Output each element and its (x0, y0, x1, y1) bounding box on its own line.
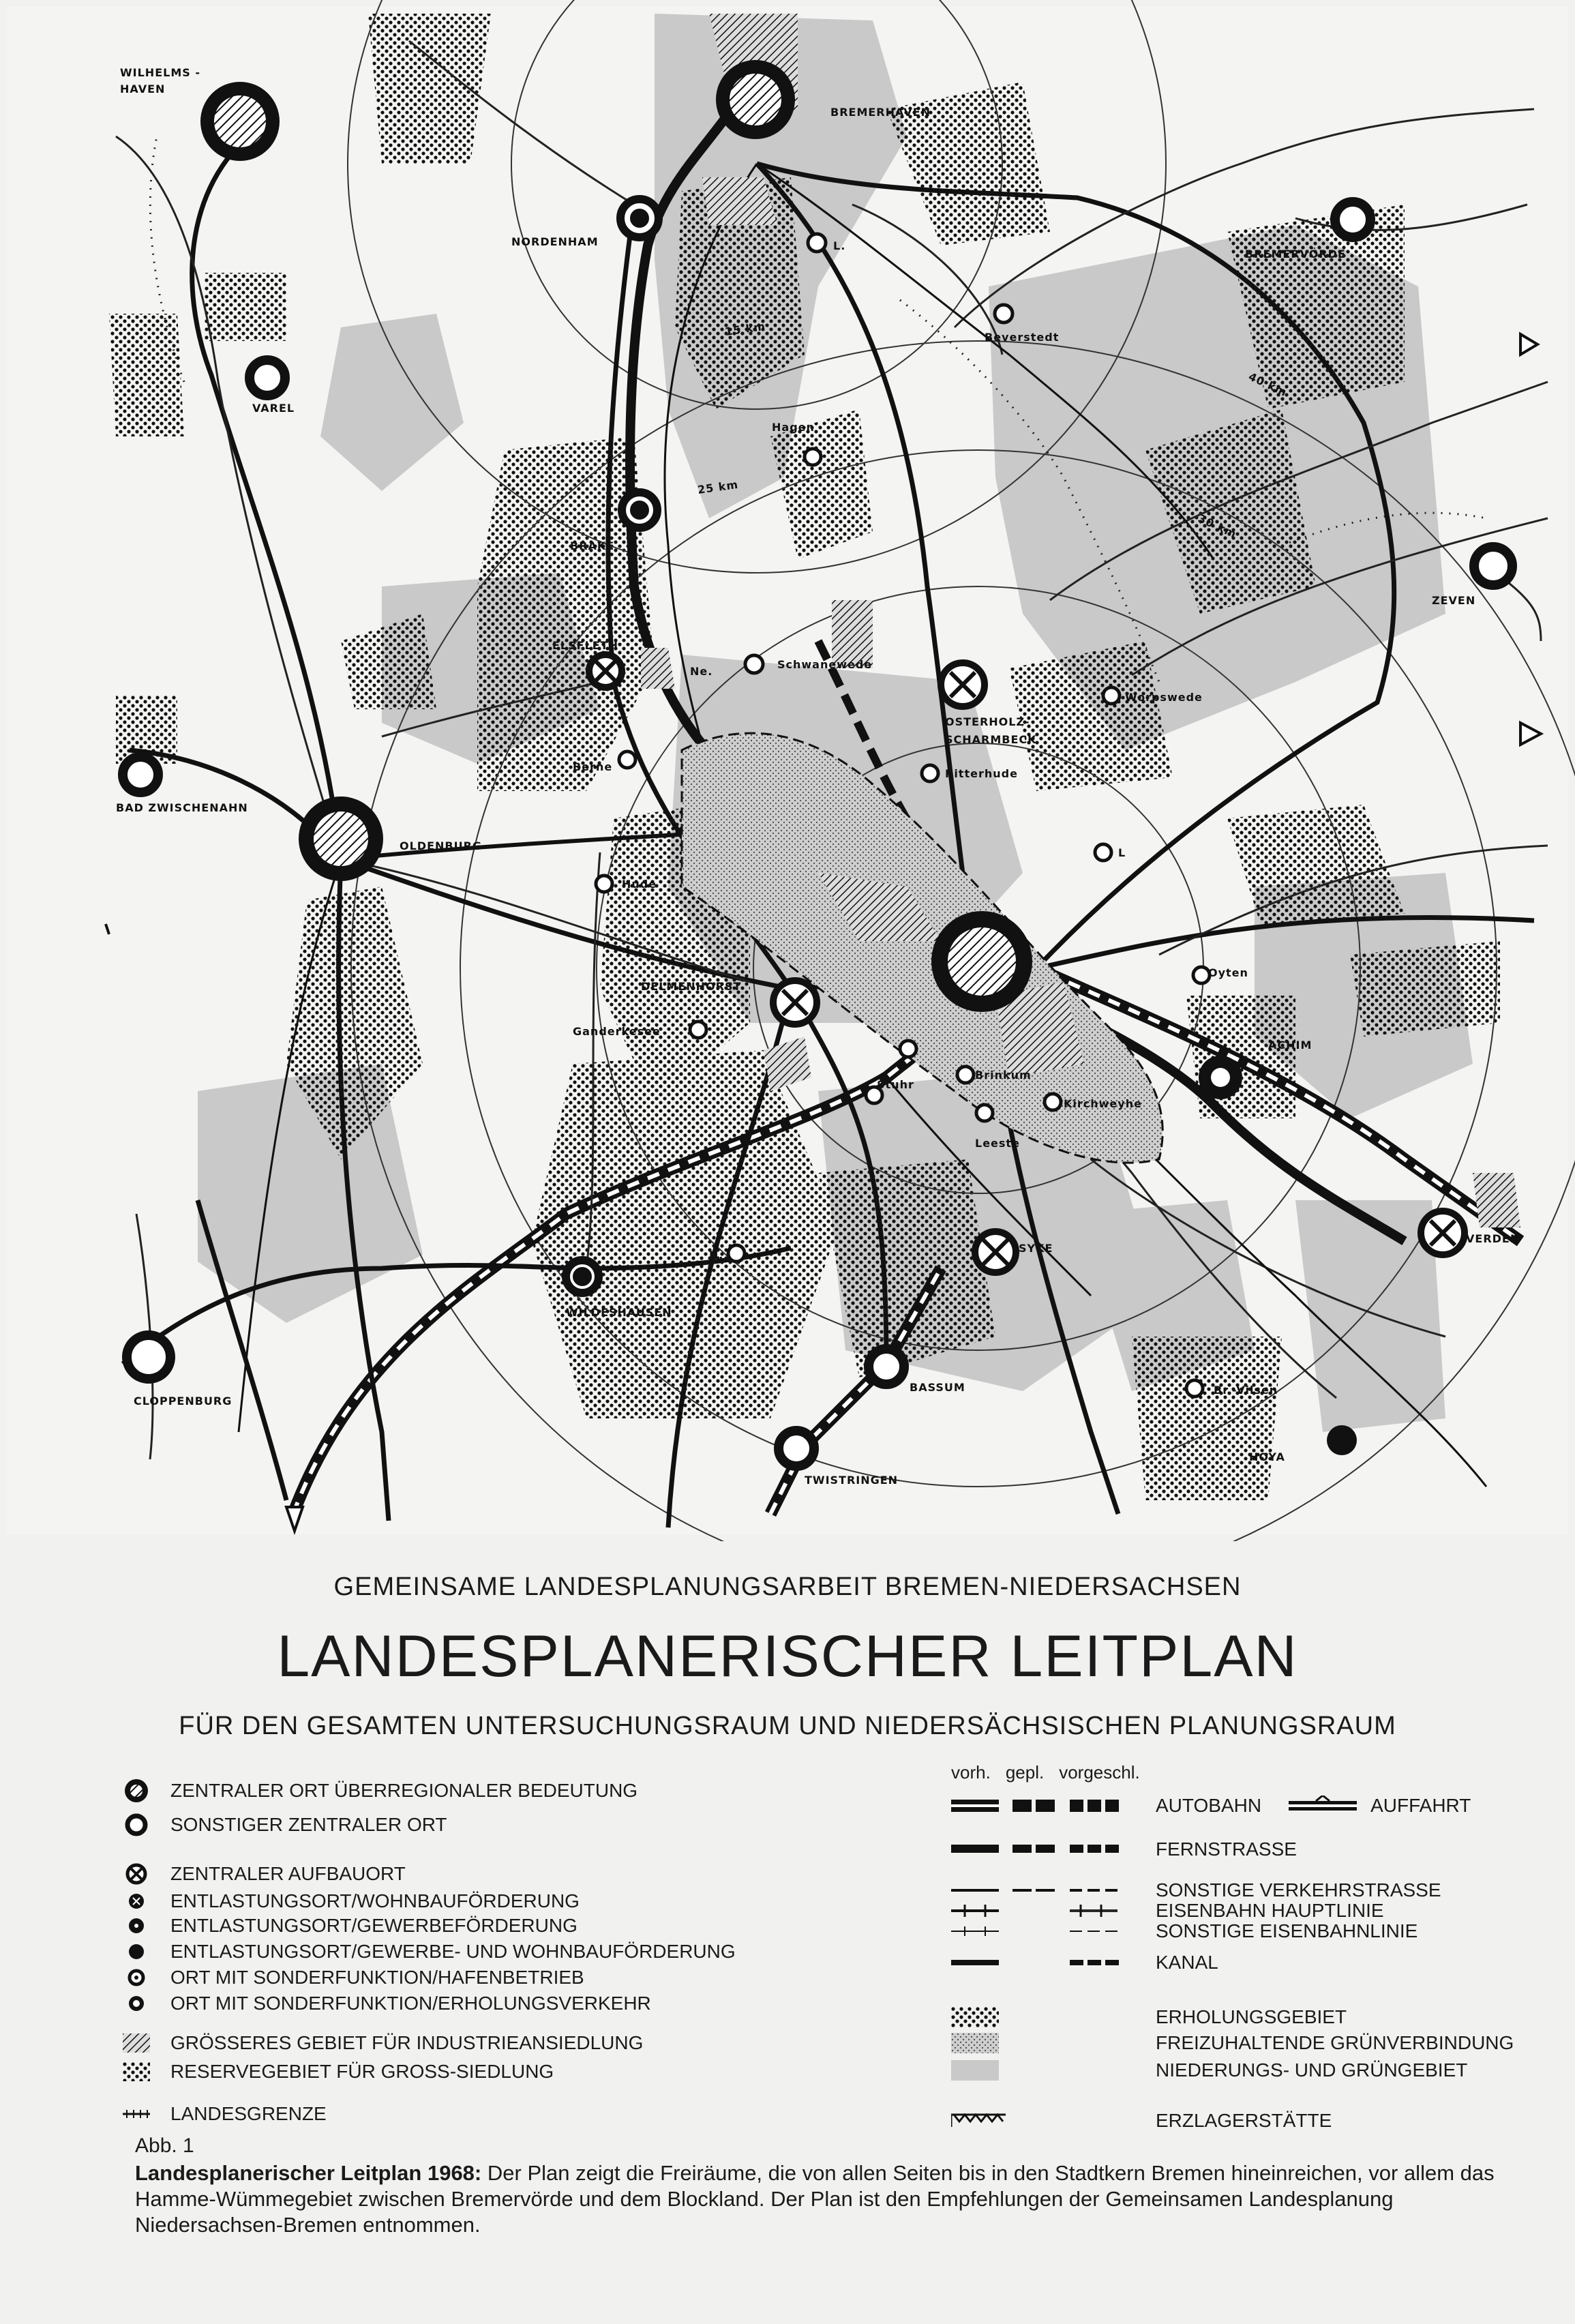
map-subtitle: FÜR DEN GESAMTEN UNTERSUCHUNGSRAUM UND NIEDERSÄCHSISCHEN PLANUNGSRAUM (179, 1712, 1396, 1740)
legend-label: AUFFAHRT (1370, 1795, 1471, 1816)
legend-item (123, 1967, 584, 1988)
distance-15km: 15 km (723, 319, 767, 338)
city-label: OSTERHOLZ- (945, 715, 1030, 728)
city-label: DELMENHORST (641, 980, 742, 993)
city-label: ACHIM (1268, 1039, 1312, 1052)
legend-label: ENTLASTUNGSORT/GEWERBE- UND WOHNBAUFÖRDERUNG (170, 1941, 736, 1962)
major-city-marker (716, 60, 795, 139)
legend-label: NIEDERUNGS- UND GRÜNGEBIET (1156, 2059, 1468, 2081)
city-label: OLDENBURG (400, 839, 483, 852)
map-supertitle: GEMEINSAME LANDESPLANUNGSARBEIT BREMEN-NIEDERSACHSEN (333, 1573, 1242, 1601)
distance-30km: 30 km (1196, 511, 1239, 541)
column-head-existing: vorh. (951, 1762, 991, 1783)
legend-item (123, 1993, 651, 2014)
legend-item-sonstige-strasse (951, 1879, 1441, 1901)
legend-label: KANAL (1156, 1952, 1218, 1973)
legend-label: ZENTRALER ORT ÜBERREGIONALER BEDEUTUNG (170, 1780, 638, 1801)
special-recreation-marker (1327, 1425, 1357, 1455)
legend-item (123, 1941, 736, 1963)
city-label: NORDENHAM (511, 235, 599, 248)
legend-item (123, 2061, 554, 2083)
legend-item-erholung (951, 2006, 1347, 2028)
legend-label: RESERVEGEBIET FÜR GROSS-SIEDLUNG (170, 2061, 554, 2082)
city-label: HOYA (1249, 1450, 1285, 1463)
city-label: L (1118, 846, 1126, 859)
legend-item-eisenbahn-sonstige (951, 1920, 1418, 1942)
caption-text: Der Plan zeigt die Freiräume, die von allen Seiten bis in den Stadtkern Bremen hineinreichen, vor allem das Hamme-Wümmegebiet zwischen Bremervörde und dem Blockland. Der Plan ist den Empfehlungen der Gemeinsamen Landesplanung Niedersachsen-Bremen entnommen. (135, 2161, 1495, 2237)
city-label: BAD ZWISCHENAHN (116, 801, 248, 814)
city-label: HAVEN (120, 83, 166, 95)
city-label: H. (709, 1249, 724, 1262)
legend-column-heads (951, 1762, 1140, 1783)
city-label: Hagen (772, 421, 815, 434)
city-label: Beverstedt (985, 331, 1060, 344)
special-recreation-marker (1211, 1068, 1230, 1087)
city-label: TWISTRINGEN (805, 1474, 899, 1487)
city-label: Hude (622, 878, 657, 891)
legend-item (123, 1813, 447, 1837)
city-label: BREMERVÖRDE (1245, 248, 1346, 260)
city-label: BASSUM (910, 1381, 965, 1394)
city-label: SYKE (1019, 1242, 1053, 1255)
major-city-marker (931, 911, 1032, 1012)
city-label: Worpswede (1125, 691, 1203, 704)
figure-caption (135, 2160, 1540, 2238)
legend-label: ZENTRALER AUFBAUORT (170, 1863, 406, 1884)
map-title: LANDESPLANERISCHER LEITPLAN (277, 1624, 1298, 1689)
column-head-proposed: vorgeschl. (1059, 1762, 1140, 1783)
city-label: Ritterhude (945, 767, 1018, 780)
legend-item-autobahn (951, 1795, 1471, 1817)
legend-item (123, 1862, 406, 1886)
legend-item (123, 2032, 643, 2054)
city-label: SCHARMBECK (945, 733, 1037, 746)
city-label: Stuhr (877, 1078, 914, 1091)
major-city-marker (200, 82, 280, 161)
legend-item-erz (951, 2110, 1332, 2132)
legend-item-eisenbahn-haupt (951, 1900, 1384, 1922)
legend-item-niederung (951, 2059, 1467, 2081)
city-label: Leeste (975, 1137, 1020, 1150)
legend-item (123, 1915, 578, 1937)
legend-label: AUTOBAHN (1156, 1795, 1262, 1816)
city-label: L. (833, 239, 846, 252)
legend-item-kanal (951, 1952, 1218, 1973)
legend-label: ENTLASTUNGSORT/GEWERBEFÖRDERUNG (170, 1915, 578, 1936)
legend-label: SONSTIGE VERKEHRSTRASSE (1156, 1879, 1441, 1901)
city-label: BREMERHAVEN (830, 106, 931, 119)
legend-item-gruenverbindung (951, 2032, 1514, 2054)
legend-label: SONSTIGER ZENTRALER ORT (170, 1814, 447, 1835)
city-label: ZEVEN (1432, 594, 1476, 607)
major-city-marker (299, 796, 383, 881)
city-label: Ne. (690, 665, 713, 678)
legend-label: ORT MIT SONDERFUNKTION/ERHOLUNGSVERKEHR (170, 1993, 651, 2014)
city-label: Br.-Vilsen (1214, 1384, 1278, 1397)
figure-number: Abb. 1 (135, 2134, 194, 2157)
distance-25km: 25 km (696, 477, 740, 496)
legend-label: SONSTIGE EISENBAHNLINIE (1156, 1920, 1418, 1941)
legend-label: ORT MIT SONDERFUNKTION/HAFENBETRIEB (170, 1967, 584, 1988)
legend-label: FERNSTRASSE (1156, 1838, 1297, 1860)
legend-label: ERZLAGERSTÄTTE (1156, 2110, 1332, 2131)
legend-label: LANDESGRENZE (170, 2103, 327, 2124)
city-label: WILHELMS - (120, 66, 200, 79)
city-label: Schwanewede (777, 658, 873, 671)
city-label: Oyten (1208, 966, 1248, 979)
legend-item-fernstrasse (951, 1838, 1297, 1860)
city-label: VERDEN (1466, 1232, 1520, 1245)
distance-40km: 40 km (1246, 370, 1289, 400)
column-head-planned: gepl. (1005, 1762, 1045, 1783)
city-label: BRAKE (570, 539, 615, 552)
city-label: Berne (573, 760, 613, 773)
city-label: ELSFLETH (552, 639, 619, 652)
city-label: CLOPPENBURG (134, 1395, 232, 1407)
legend-item (123, 2103, 327, 2125)
legend-label: ERHOLUNGSGEBIET (1156, 2006, 1347, 2027)
legend-label: FREIZUHALTENDE GRÜNVERBINDUNG (1156, 2032, 1514, 2053)
legend-label: ENTLASTUNGSORT/WOHNBAUFÖRDERUNG (170, 1890, 580, 1911)
legend-label: GRÖSSERES GEBIET FÜR INDUSTRIEANSIEDLUNG (170, 2032, 644, 2053)
legend-label: EISENBAHN HAUPTLINIE (1156, 1900, 1384, 1921)
city-label: Ganderkesee (573, 1025, 661, 1038)
city-label: VAREL (252, 402, 295, 415)
legend-item (123, 1778, 638, 1803)
caption-head: Landesplanerischer Leitplan 1968: (135, 2161, 482, 2185)
city-label: Brinkum (975, 1069, 1032, 1082)
city-label: Kirchweyhe (1064, 1097, 1142, 1110)
city-label: WILDESHAUSEN (566, 1306, 672, 1319)
legend-item (123, 1890, 580, 1912)
